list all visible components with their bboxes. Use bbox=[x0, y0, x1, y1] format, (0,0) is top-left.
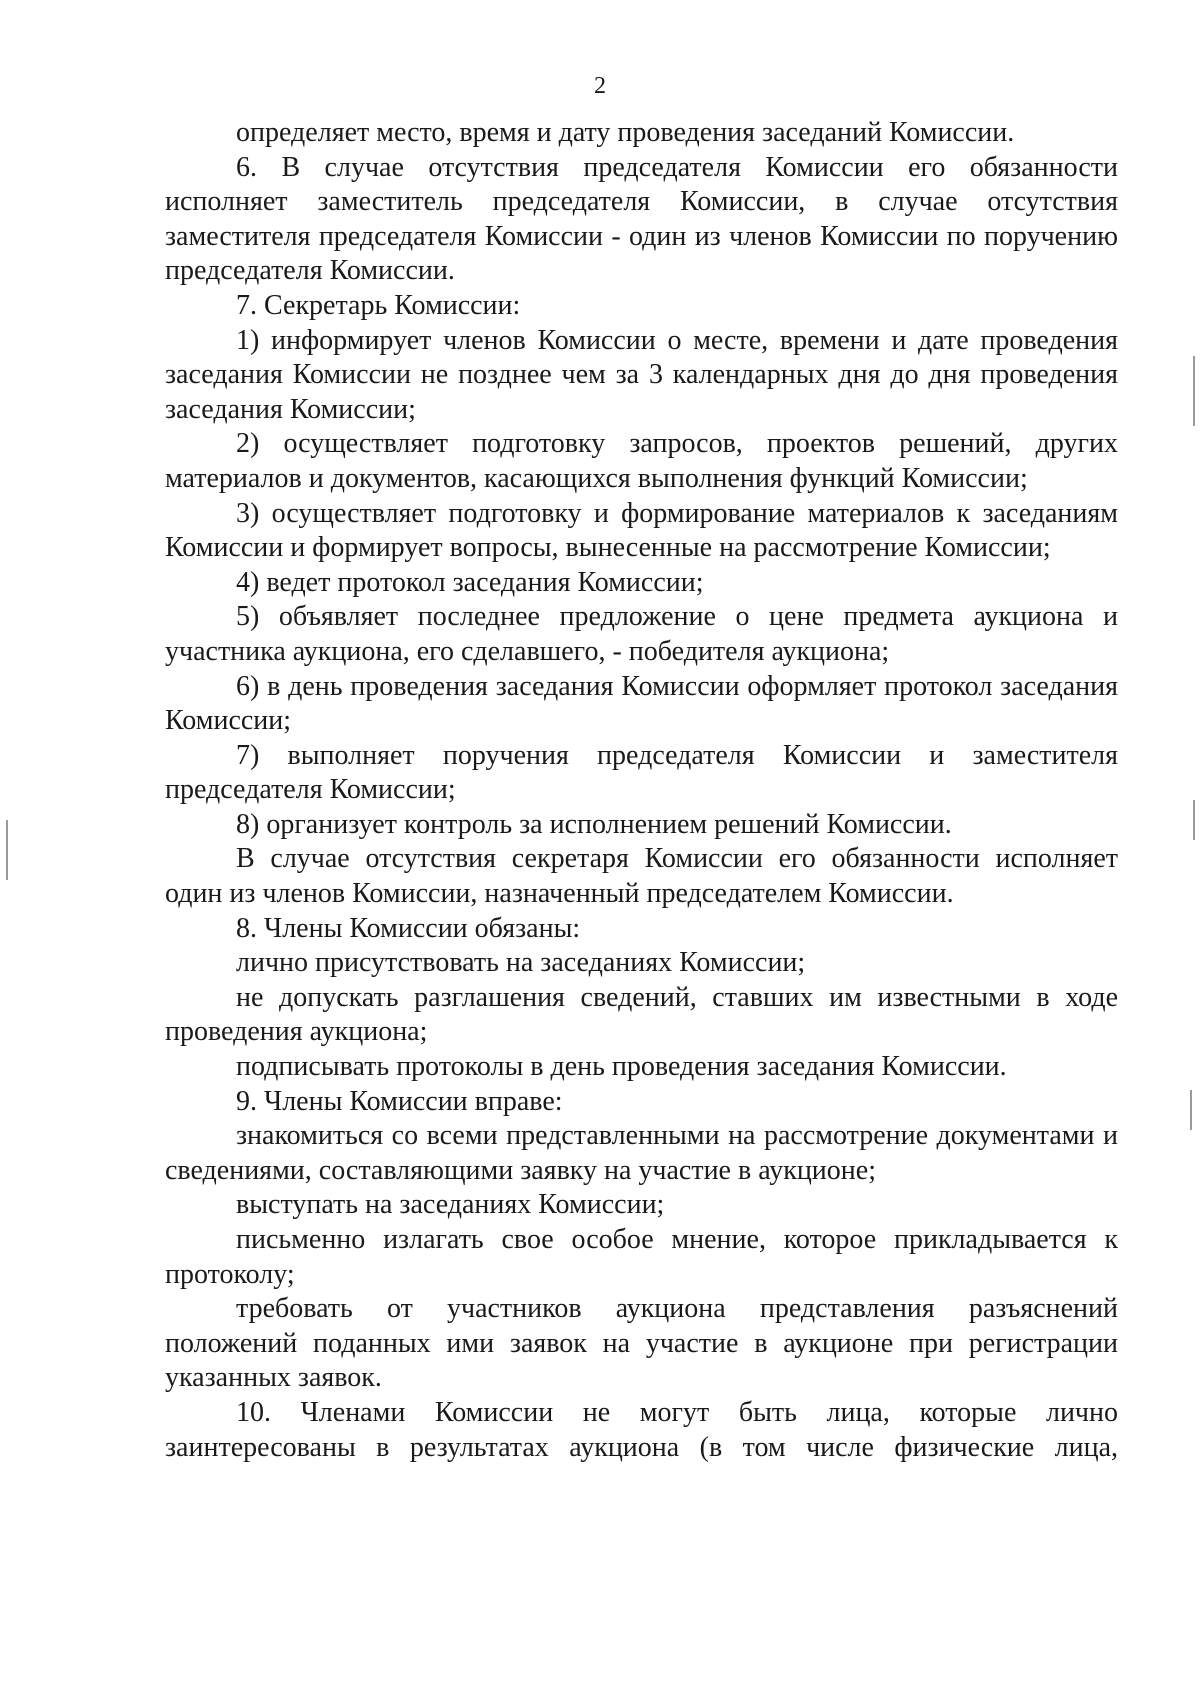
paragraph: 4) ведет протокол заседания Комиссии; bbox=[236, 566, 704, 598]
paragraph: 9. Члены Комиссии вправе: bbox=[236, 1085, 563, 1117]
scan-artifact bbox=[6, 820, 8, 880]
paragraph: 6) в день проведения заседания Комиссии оформляет протокол заседания Комиссии; bbox=[165, 670, 1118, 737]
paragraph: определяет место, время и дату проведения заседаний Комиссии. bbox=[236, 117, 1015, 148]
paragraph: 8) организует контроль за исполнением решений Комиссии. bbox=[236, 808, 952, 840]
scan-artifact bbox=[1193, 800, 1195, 840]
paragraph: 7) выполняет поручения председателя Комиссии и заместителя председателя Комиссии; bbox=[165, 739, 1118, 806]
paragraph: подписывать протоколы в день проведения заседания Комиссии. bbox=[236, 1051, 1007, 1083]
paragraph: В случае отсутствия секретаря Комиссии его обязанности исполняет один из членов Комиссии, назначенный председателем Комиссии. bbox=[165, 843, 1118, 910]
paragraph: 10. Членами Комиссии не могут быть лица, которые лично заинтересованы в результатах аукциона (в том числе физические лица, bbox=[165, 1396, 1118, 1463]
paragraph: требовать от участников аукциона представления разъяснений положений поданных ими заявок на участие в аукционе при регистрации указанных заявок. bbox=[165, 1293, 1118, 1394]
paragraph: 3) осуществляет подготовку и формирование материалов к заседаниям Комиссии и формирует вопросы, вынесенные на рассмотрение Комиссии; bbox=[165, 497, 1118, 564]
paragraph: лично присутствовать на заседаниях Комиссии; bbox=[236, 947, 806, 979]
paragraph: 1) информирует членов Комиссии о месте, времени и дате проведения заседания Комиссии не позднее чем за 3 календарных дня до дня проведения заседания Комиссии; bbox=[165, 324, 1118, 425]
document-body bbox=[165, 116, 1118, 1465]
scan-artifact bbox=[1193, 356, 1195, 426]
scan-artifact bbox=[1190, 1090, 1192, 1130]
paragraph: знакомиться со всеми представленными на рассмотрение документами и сведениями, составляющими заявку на участие в аукционе; bbox=[165, 1120, 1118, 1186]
paragraph: 6. В случае отсутствия председателя Комиссии его обязанности исполняет заместитель председателя Комиссии, в случае отсутствия заместителя председателя Комиссии - один из членов Комиссии по поручению председателя Комиссии. bbox=[165, 151, 1118, 287]
page-number: 2 bbox=[594, 73, 606, 99]
paragraph: 5) объявляет последнее предложение о цене предмета аукциона и участника аукциона, его сделавшего, - победителя аукциона; bbox=[165, 601, 1118, 667]
paragraph: 8. Члены Комиссии обязаны: bbox=[236, 912, 581, 944]
paragraph: 7. Секретарь Комиссии: bbox=[236, 289, 521, 321]
paragraph: 2) осуществляет подготовку запросов, проектов решений, других материалов и документов, касающихся выполнения функций Комиссии; bbox=[165, 428, 1118, 494]
paragraph: не допускать разглашения сведений, ставших им известными в ходе проведения аукциона; bbox=[165, 981, 1118, 1048]
paragraph: выступать на заседаниях Комиссии; bbox=[236, 1189, 665, 1221]
paragraph: письменно излагать свое особое мнение, которое прикладывается к протоколу; bbox=[165, 1224, 1118, 1290]
